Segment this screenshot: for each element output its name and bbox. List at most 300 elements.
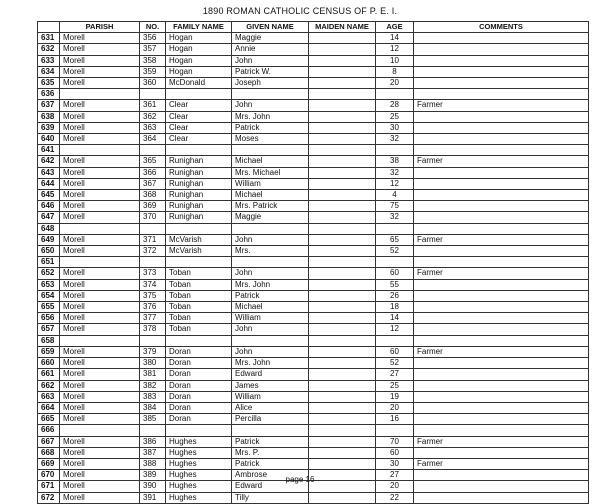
given-name-cell: John [232, 55, 309, 66]
table-row [38, 167, 589, 178]
comments-cell: Farmer [414, 458, 589, 469]
age-cell [376, 223, 414, 234]
comments-cell [414, 414, 589, 425]
age-cell: 20 [376, 402, 414, 413]
parish-cell: Morell [60, 302, 140, 313]
maiden-name-cell [309, 458, 376, 469]
maiden-name-cell [309, 89, 376, 100]
age-cell: 70 [376, 436, 414, 447]
number-cell: 376 [140, 302, 166, 313]
table-row [38, 436, 589, 447]
table-row [38, 55, 589, 66]
row-number: 643 [38, 167, 60, 178]
maiden-name-cell [309, 246, 376, 257]
given-name-cell: Patrick [232, 290, 309, 301]
given-name-cell: Ambrose [232, 470, 309, 481]
row-number: 634 [38, 66, 60, 77]
comments-cell [414, 391, 589, 402]
number-cell: 391 [140, 492, 166, 503]
given-name-cell: Mrs. John [232, 358, 309, 369]
maiden-name-cell [309, 290, 376, 301]
maiden-name-cell [309, 167, 376, 178]
family-name-cell [166, 425, 232, 436]
comments-cell [414, 279, 589, 290]
given-name-cell: Patrick W. [232, 66, 309, 77]
family-name-cell: Hughes [166, 447, 232, 458]
row-number: 660 [38, 358, 60, 369]
table-row [38, 134, 589, 145]
maiden-name-cell [309, 324, 376, 335]
family-name-cell: Toban [166, 279, 232, 290]
given-name-cell: Alice [232, 402, 309, 413]
number-cell [140, 335, 166, 346]
age-cell [376, 89, 414, 100]
table-row [38, 178, 589, 189]
given-name-cell: Patrick [232, 122, 309, 133]
number-cell [140, 223, 166, 234]
family-name-cell: Hogan [166, 33, 232, 44]
parish-cell: Morell [60, 414, 140, 425]
comments-cell [414, 380, 589, 391]
family-name-cell: Clear [166, 122, 232, 133]
age-cell: 12 [376, 324, 414, 335]
age-cell: 60 [376, 346, 414, 357]
comments-cell [414, 66, 589, 77]
given-name-cell: John [232, 234, 309, 245]
table-row [38, 358, 589, 369]
number-cell: 374 [140, 279, 166, 290]
parish-cell: Morell [60, 492, 140, 503]
number-cell [140, 425, 166, 436]
age-cell: 28 [376, 100, 414, 111]
age-cell [376, 145, 414, 156]
row-number: 645 [38, 190, 60, 201]
parish-cell: Morell [60, 100, 140, 111]
parish-cell: Morell [60, 201, 140, 212]
row-number: 655 [38, 302, 60, 313]
page-number: page 16 [285, 475, 315, 484]
given-name-cell: Mrs. P. [232, 447, 309, 458]
age-cell [376, 335, 414, 346]
parish-cell: Morell [60, 234, 140, 245]
comments-cell [414, 223, 589, 234]
row-number: 646 [38, 201, 60, 212]
given-name-cell [232, 257, 309, 268]
given-name-cell [232, 335, 309, 346]
age-cell: 38 [376, 156, 414, 167]
number-cell: 364 [140, 134, 166, 145]
maiden-name-cell [309, 313, 376, 324]
comments-cell [414, 134, 589, 145]
number-cell: 371 [140, 234, 166, 245]
age-cell: 20 [376, 481, 414, 492]
row-number: 644 [38, 178, 60, 189]
comments-cell [414, 55, 589, 66]
family-name-cell: Runighan [166, 190, 232, 201]
maiden-name-cell [309, 190, 376, 201]
maiden-name-cell [309, 156, 376, 167]
maiden-name-cell [309, 369, 376, 380]
table-row [38, 100, 589, 111]
number-cell: 387 [140, 447, 166, 458]
row-number: 658 [38, 335, 60, 346]
age-cell: 12 [376, 178, 414, 189]
maiden-name-cell [309, 380, 376, 391]
parish-cell: Morell [60, 402, 140, 413]
number-cell [140, 257, 166, 268]
parish-cell: Morell [60, 391, 140, 402]
row-number: 666 [38, 425, 60, 436]
number-cell: 373 [140, 268, 166, 279]
parish-cell: Morell [60, 190, 140, 201]
family-name-cell: Clear [166, 134, 232, 145]
age-cell: 30 [376, 122, 414, 133]
age-cell: 19 [376, 391, 414, 402]
parish-cell: Morell [60, 436, 140, 447]
family-name-cell: Doran [166, 369, 232, 380]
number-cell: 357 [140, 44, 166, 55]
parish-cell: Morell [60, 369, 140, 380]
row-number: 664 [38, 402, 60, 413]
maiden-name-cell [309, 122, 376, 133]
row-number: 665 [38, 414, 60, 425]
family-name-cell [166, 335, 232, 346]
parish-cell [60, 89, 140, 100]
number-cell: 381 [140, 369, 166, 380]
table-row [38, 223, 589, 234]
row-number: 632 [38, 44, 60, 55]
column-header-parish: PARISH [60, 22, 140, 33]
family-name-cell: Toban [166, 290, 232, 301]
row-number: 640 [38, 134, 60, 145]
table-row [38, 246, 589, 257]
maiden-name-cell [309, 402, 376, 413]
parish-cell [60, 335, 140, 346]
number-cell: 366 [140, 167, 166, 178]
given-name-cell [232, 425, 309, 436]
column-header-comments: COMMENTS [414, 22, 589, 33]
row-number: 672 [38, 492, 60, 503]
given-name-cell: Maggie [232, 212, 309, 223]
comments-cell [414, 122, 589, 133]
given-name-cell: John [232, 346, 309, 357]
age-cell [376, 257, 414, 268]
table-row [38, 290, 589, 301]
column-header-given-name: GIVEN NAME [232, 22, 309, 33]
given-name-cell: James [232, 380, 309, 391]
family-name-cell: Doran [166, 414, 232, 425]
family-name-cell: Toban [166, 302, 232, 313]
row-number: 657 [38, 324, 60, 335]
parish-cell: Morell [60, 44, 140, 55]
age-cell: 25 [376, 380, 414, 391]
family-name-cell: Hughes [166, 436, 232, 447]
given-name-cell: William [232, 178, 309, 189]
number-cell: 372 [140, 246, 166, 257]
given-name-cell [232, 89, 309, 100]
row-number: 635 [38, 78, 60, 89]
maiden-name-cell [309, 100, 376, 111]
table-row [38, 66, 589, 77]
table-row [38, 391, 589, 402]
comments-cell [414, 190, 589, 201]
comments-cell: Farmer [414, 100, 589, 111]
parish-cell [60, 145, 140, 156]
row-number: 651 [38, 257, 60, 268]
number-cell: 367 [140, 178, 166, 189]
row-number: 636 [38, 89, 60, 100]
number-cell: 385 [140, 414, 166, 425]
given-name-cell: Michael [232, 190, 309, 201]
parish-cell: Morell [60, 122, 140, 133]
table-row [38, 156, 589, 167]
comments-cell [414, 302, 589, 313]
number-cell: 386 [140, 436, 166, 447]
table-row [38, 89, 589, 100]
number-cell: 388 [140, 458, 166, 469]
family-name-cell: Hughes [166, 458, 232, 469]
number-cell: 358 [140, 55, 166, 66]
comments-cell [414, 492, 589, 503]
age-cell: 32 [376, 134, 414, 145]
given-name-cell: Tilly [232, 492, 309, 503]
given-name-cell: Patrick [232, 458, 309, 469]
row-number: 663 [38, 391, 60, 402]
parish-cell: Morell [60, 268, 140, 279]
table-row [38, 268, 589, 279]
number-cell: 379 [140, 346, 166, 357]
table-row [38, 201, 589, 212]
number-cell: 365 [140, 156, 166, 167]
row-number: 670 [38, 470, 60, 481]
maiden-name-cell [309, 436, 376, 447]
maiden-name-cell [309, 178, 376, 189]
age-cell: 52 [376, 246, 414, 257]
maiden-name-cell [309, 279, 376, 290]
number-cell: 375 [140, 290, 166, 301]
maiden-name-cell [309, 335, 376, 346]
number-cell: 384 [140, 402, 166, 413]
given-name-cell: John [232, 268, 309, 279]
comments-cell: Farmer [414, 436, 589, 447]
family-name-cell: Hughes [166, 481, 232, 492]
column-header-maiden-name: MAIDEN NAME [309, 22, 376, 33]
comments-cell [414, 369, 589, 380]
parish-cell: Morell [60, 470, 140, 481]
given-name-cell: Joseph [232, 78, 309, 89]
given-name-cell: Moses [232, 134, 309, 145]
maiden-name-cell [309, 492, 376, 503]
maiden-name-cell [309, 358, 376, 369]
comments-cell [414, 89, 589, 100]
given-name-cell: Patrick [232, 436, 309, 447]
family-name-cell: Runighan [166, 201, 232, 212]
number-cell: 370 [140, 212, 166, 223]
row-number: 671 [38, 481, 60, 492]
parish-cell: Morell [60, 55, 140, 66]
parish-cell: Morell [60, 346, 140, 357]
age-cell: 14 [376, 33, 414, 44]
table-row [38, 346, 589, 357]
table-row [38, 33, 589, 44]
maiden-name-cell [309, 268, 376, 279]
family-name-cell: Toban [166, 324, 232, 335]
age-cell: 30 [376, 458, 414, 469]
given-name-cell: Mrs. Michael [232, 167, 309, 178]
comments-cell [414, 257, 589, 268]
given-name-cell: William [232, 313, 309, 324]
given-name-cell: Percilla [232, 414, 309, 425]
table-row [38, 447, 589, 458]
maiden-name-cell [309, 414, 376, 425]
number-cell: 359 [140, 66, 166, 77]
table-row [38, 492, 589, 503]
parish-cell: Morell [60, 458, 140, 469]
comments-cell [414, 78, 589, 89]
comments-cell [414, 167, 589, 178]
page-title: 1890 ROMAN CATHOLIC CENSUS OF P. E. I. [202, 6, 398, 16]
parish-cell: Morell [60, 481, 140, 492]
parish-cell: Morell [60, 447, 140, 458]
table-row [38, 402, 589, 413]
given-name-cell: Edward [232, 481, 309, 492]
comments-cell [414, 358, 589, 369]
maiden-name-cell [309, 212, 376, 223]
given-name-cell: Mrs. Patrick [232, 201, 309, 212]
maiden-name-cell [309, 257, 376, 268]
parish-cell: Morell [60, 178, 140, 189]
table-row [38, 78, 589, 89]
parish-cell: Morell [60, 324, 140, 335]
parish-cell: Morell [60, 212, 140, 223]
table-row [38, 324, 589, 335]
number-cell [140, 145, 166, 156]
parish-cell: Morell [60, 33, 140, 44]
age-cell: 25 [376, 111, 414, 122]
table-row [38, 44, 589, 55]
table-row [38, 257, 589, 268]
family-name-cell: Doran [166, 358, 232, 369]
row-number: 631 [38, 33, 60, 44]
table-row [38, 190, 589, 201]
given-name-cell: Michael [232, 302, 309, 313]
age-cell: 8 [376, 66, 414, 77]
parish-cell: Morell [60, 279, 140, 290]
age-cell: 32 [376, 212, 414, 223]
comments-cell [414, 33, 589, 44]
number-cell: 389 [140, 470, 166, 481]
maiden-name-cell [309, 346, 376, 357]
table-row [38, 212, 589, 223]
number-cell: 360 [140, 78, 166, 89]
family-name-cell: Runighan [166, 167, 232, 178]
row-number: 639 [38, 122, 60, 133]
parish-cell: Morell [60, 358, 140, 369]
number-cell: 361 [140, 100, 166, 111]
maiden-name-cell [309, 111, 376, 122]
given-name-cell: Mrs. [232, 246, 309, 257]
row-number: 656 [38, 313, 60, 324]
number-cell: 363 [140, 122, 166, 133]
table-row [38, 335, 589, 346]
column-header-rownum [38, 22, 60, 33]
age-cell: 60 [376, 268, 414, 279]
maiden-name-cell [309, 33, 376, 44]
maiden-name-cell [309, 302, 376, 313]
column-header-age: AGE [376, 22, 414, 33]
given-name-cell [232, 223, 309, 234]
family-name-cell: Hughes [166, 492, 232, 503]
census-table [37, 21, 589, 504]
age-cell: 22 [376, 492, 414, 503]
family-name-cell [166, 145, 232, 156]
given-name-cell: Edward [232, 369, 309, 380]
number-cell: 382 [140, 380, 166, 391]
maiden-name-cell [309, 391, 376, 402]
comments-cell [414, 313, 589, 324]
row-number: 648 [38, 223, 60, 234]
comments-cell [414, 145, 589, 156]
maiden-name-cell [309, 44, 376, 55]
family-name-cell [166, 89, 232, 100]
row-number: 659 [38, 346, 60, 357]
family-name-cell: Doran [166, 346, 232, 357]
parish-cell [60, 257, 140, 268]
number-cell: 383 [140, 391, 166, 402]
parish-cell: Morell [60, 380, 140, 391]
family-name-cell: McDonald [166, 78, 232, 89]
given-name-cell: Maggie [232, 33, 309, 44]
comments-cell [414, 44, 589, 55]
comments-cell [414, 290, 589, 301]
comments-cell [414, 178, 589, 189]
parish-cell: Morell [60, 134, 140, 145]
table-row [38, 425, 589, 436]
parish-cell: Morell [60, 66, 140, 77]
row-number: 669 [38, 458, 60, 469]
parish-cell: Morell [60, 78, 140, 89]
maiden-name-cell [309, 447, 376, 458]
family-name-cell: Toban [166, 313, 232, 324]
family-name-cell: Hogan [166, 44, 232, 55]
age-cell: 55 [376, 279, 414, 290]
table-row [38, 369, 589, 380]
age-cell: 65 [376, 234, 414, 245]
comments-cell [414, 212, 589, 223]
parish-cell: Morell [60, 246, 140, 257]
maiden-name-cell [309, 78, 376, 89]
family-name-cell: Runighan [166, 212, 232, 223]
table-row [38, 279, 589, 290]
row-number: 641 [38, 145, 60, 156]
comments-cell: Farmer [414, 234, 589, 245]
age-cell: 75 [376, 201, 414, 212]
family-name-cell: Hogan [166, 66, 232, 77]
number-cell: 380 [140, 358, 166, 369]
age-cell: 26 [376, 290, 414, 301]
maiden-name-cell [309, 223, 376, 234]
comments-cell [414, 111, 589, 122]
family-name-cell: Hogan [166, 55, 232, 66]
row-number: 654 [38, 290, 60, 301]
age-cell: 20 [376, 78, 414, 89]
family-name-cell: Runighan [166, 156, 232, 167]
number-cell: 356 [140, 33, 166, 44]
age-cell: 27 [376, 470, 414, 481]
number-cell: 377 [140, 313, 166, 324]
comments-cell [414, 447, 589, 458]
maiden-name-cell [309, 66, 376, 77]
